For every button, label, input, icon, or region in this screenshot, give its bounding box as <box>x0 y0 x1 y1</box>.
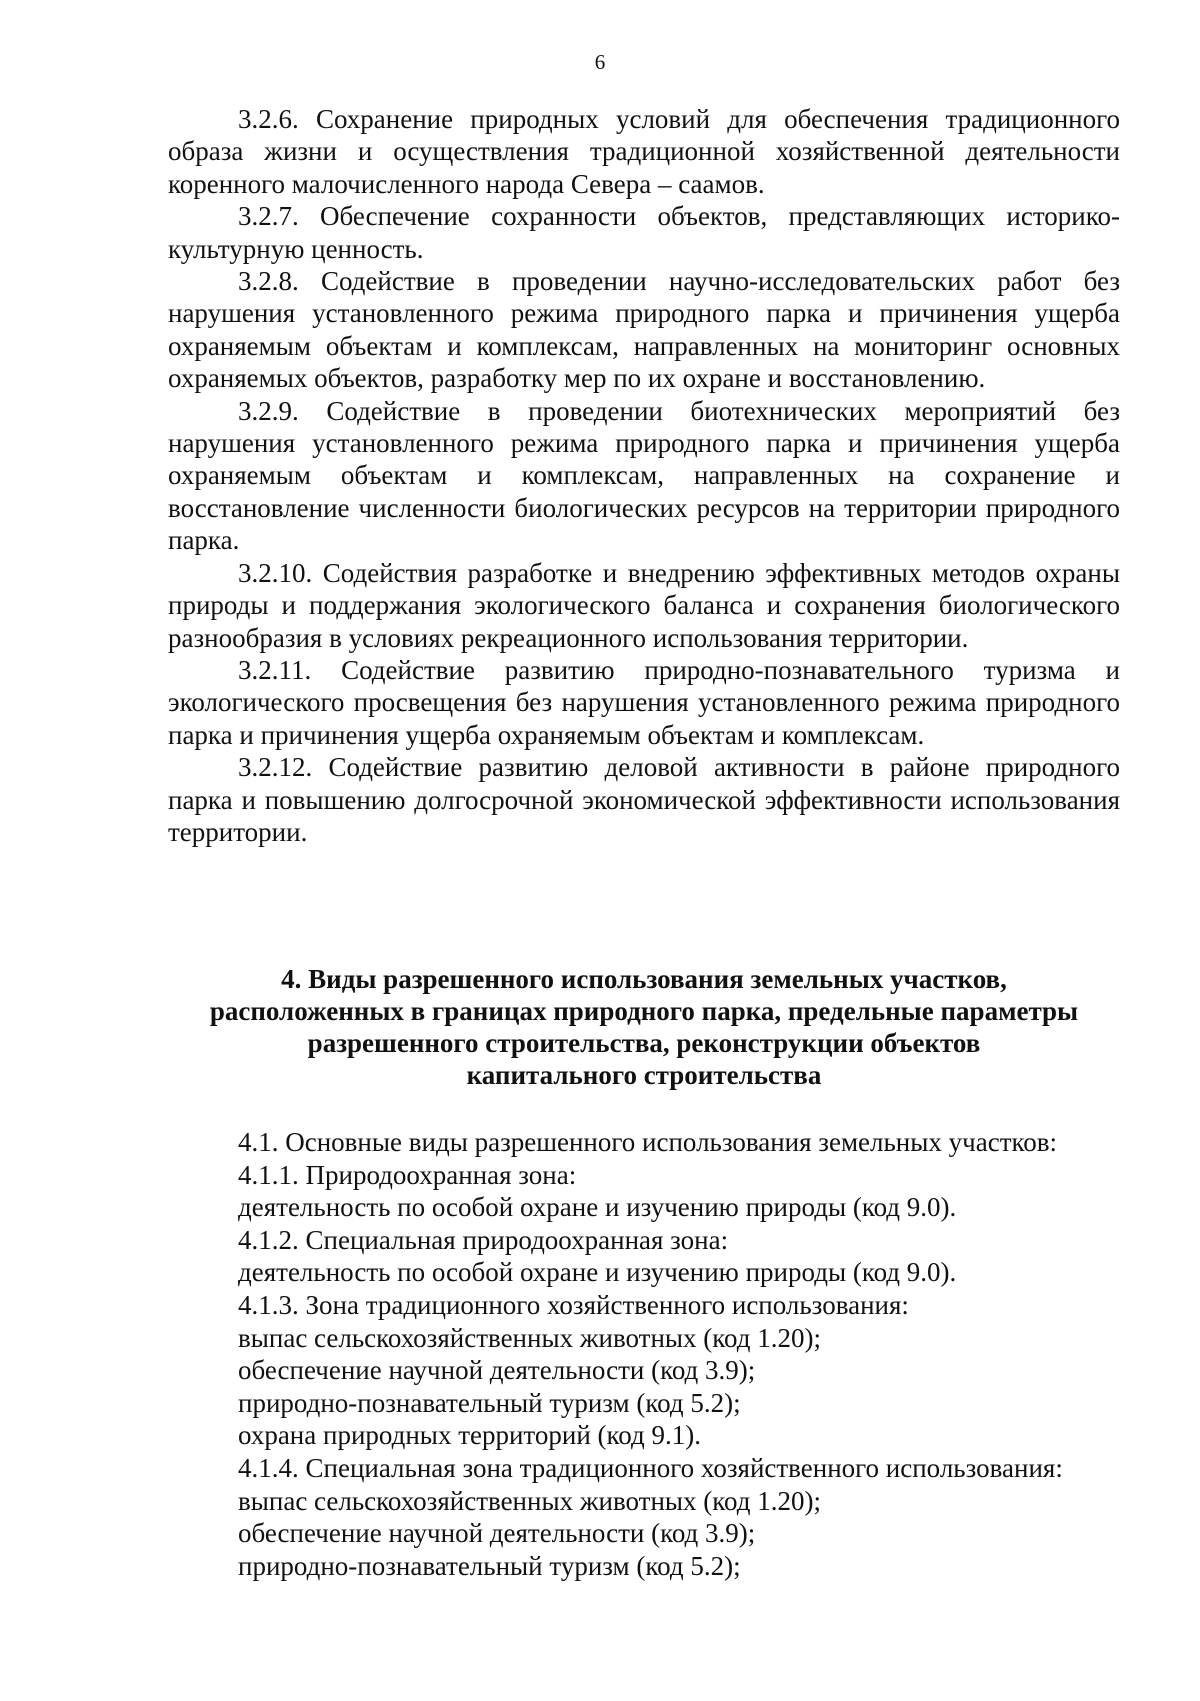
list-line-4-1-2: 4.1.2. Специальная природоохранная зона: <box>238 1224 729 1255</box>
list-line: природно-познавательный туризм (код 5.2); <box>238 1550 741 1581</box>
list-line: охрана природных территорий (код 9.1). <box>238 1420 701 1451</box>
list-line: обеспечение научной деятельности (код 3.9); <box>238 1355 756 1386</box>
heading-line: разрешенного строительства, реконструкции объектов <box>307 1028 981 1058</box>
paragraph-3-2-8: 3.2.8. Содействие в проведении научно-исследовательских работ без нарушения установленного режима природного парка и причинения ущерба охраняемым объектам и комплексам, направленных на мониторинг основных охраняемых объектов, разработку мер по их охране и восстановлению. <box>168 266 1120 394</box>
heading-line: 4. Виды разрешенного использования земельных участков, <box>281 964 1007 994</box>
list-line: деятельность по особой охране и изучению природы (код 9.0). <box>238 1257 957 1288</box>
page-number: 6 <box>594 50 606 74</box>
list-line: выпас сельскохозяйственных животных (код 1.20); <box>238 1485 821 1516</box>
list-line-4-1-1: 4.1.1. Природоохранная зона: <box>238 1159 577 1190</box>
paragraph-3-2-11: 3.2.11. Содействие развитию природно-познавательного туризма и экологического просвещения без нарушения установленного режима природного парка и причинения ущерба охраняемым объектам и комплексам. <box>168 654 1120 750</box>
list-line-4-1-3: 4.1.3. Зона традиционного хозяйственного использования: <box>238 1289 909 1320</box>
paragraph-3-2-9: 3.2.9. Содействие в проведении биотехнических мероприятий без нарушения установленного режима природного парка и причинения ущерба охраняемым объектам и комплексам, направленных на сохранение и восстановление численности биологических ресурсов на территории природного парка. <box>168 395 1120 556</box>
paragraph-3-2-6: 3.2.6. Сохранение природных условий для обеспечения традиционного образа жизни и осуществления традиционной хозяйственной деятельности коренного малочисленного народа Севера – саамов. <box>168 104 1120 199</box>
paragraph-3-2-7: 3.2.7. Обеспечение сохранности объектов, представляющих историко-культурную ценность. <box>168 201 1120 264</box>
list-line-4-1-4: 4.1.4. Специальная зона традиционного хозяйственного использования: <box>238 1452 1063 1483</box>
section-4-heading <box>168 963 1120 1091</box>
list-line: природно-познавательный туризм (код 5.2); <box>238 1387 741 1418</box>
paragraph-3-2-10: 3.2.10. Содействия разработке и внедрению эффективных методов охраны природы и поддержания экологического баланса и сохранения биологического разнообразия в условиях рекреационного использования территории. <box>168 557 1120 653</box>
list-line: деятельность по особой охране и изучению природы (код 9.0). <box>238 1192 957 1223</box>
paragraph-3-2-12: 3.2.12. Содействие развитию деловой активности в районе природного парка и повышению долгосрочной экономической эффективности использования территории. <box>168 752 1120 847</box>
list-line: выпас сельскохозяйственных животных (код 1.20); <box>238 1322 821 1353</box>
section-3-2-paragraphs <box>168 103 1120 848</box>
heading-line: капитального строительства <box>466 1060 822 1090</box>
list-line: обеспечение научной деятельности (код 3.9); <box>238 1518 756 1549</box>
heading-line: расположенных в границах природного парка, предельные параметры <box>209 996 1079 1026</box>
section-4-1-list <box>238 1126 1138 1582</box>
list-line-4-1: 4.1. Основные виды разрешенного использования земельных участков: <box>238 1127 1057 1157</box>
